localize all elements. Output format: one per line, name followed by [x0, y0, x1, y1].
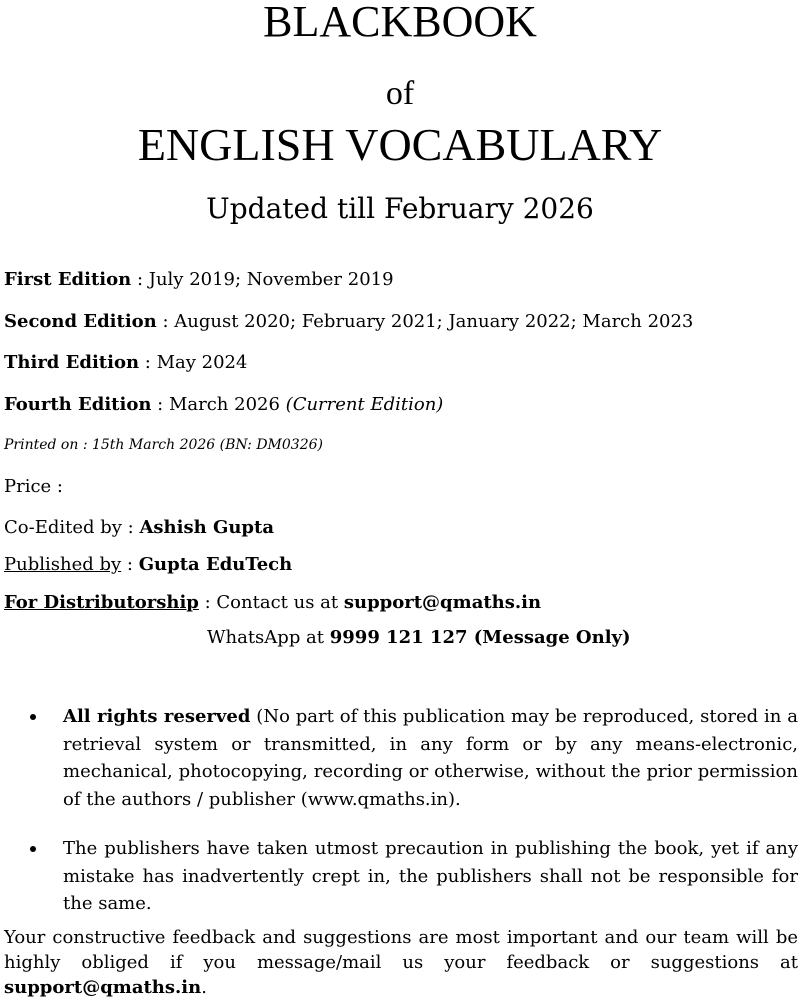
whatsapp-line — [207, 627, 800, 649]
edition-first — [4, 269, 800, 291]
edition-label: Fourth Edition — [4, 394, 152, 415]
edition-note: (Current Edition) — [285, 394, 444, 415]
edition-sep: : — [151, 394, 169, 415]
book-title-line1: BLACKBOOK — [263, 0, 537, 46]
edition-value: July 2019; November 2019 — [148, 269, 394, 290]
contact-email[interactable]: support@qmaths.in — [343, 592, 542, 613]
published-sep: : — [121, 554, 139, 575]
edition-second — [4, 311, 800, 333]
edition-label: Second Edition — [4, 311, 157, 332]
book-title-line2: of — [385, 75, 415, 112]
bullet-icon — [30, 846, 36, 852]
feedback-end: . — [201, 977, 207, 998]
whatsapp-value: 9999 121 127 (Message Only) — [329, 627, 631, 648]
disclaimer-text: The publishers have taken utmost precaution in publishing the book, yet if any mistake has inadvertently crept in, the publishers shall not be responsible for the same. — [63, 838, 798, 914]
coedited-by — [4, 517, 800, 539]
contact-prefix: Contact us at — [216, 592, 344, 613]
edition-value: May 2024 — [156, 352, 248, 373]
edition-label: First Edition — [4, 269, 132, 290]
printed-on: Printed on : 15th March 2026 (BN: DM0326) — [4, 437, 323, 453]
feedback-text: Your constructive feedback and suggestions are most important and our team will be highly obliged if you message/mail us your feedback or suggestions at — [4, 927, 798, 973]
coedited-value: Ashish Gupta — [139, 517, 274, 538]
feedback-note — [4, 925, 798, 1000]
published-value: Gupta EduTech — [138, 554, 293, 575]
edition-sep: : — [139, 352, 157, 373]
edition-value: August 2020; February 2021; January 2022; March 2023 — [174, 311, 694, 332]
notice-list — [30, 703, 798, 940]
price-label: Price : — [4, 476, 63, 497]
feedback-email[interactable]: support@qmaths.in — [4, 977, 202, 998]
distributorship-label: For Distributorship — [4, 592, 199, 613]
rights-heading: All rights reserved — [63, 706, 251, 727]
book-title-line3: ENGLISH VOCABULARY — [137, 119, 663, 170]
distributorship — [4, 592, 800, 614]
distributorship-sep: : — [198, 592, 217, 613]
whatsapp-prefix: WhatsApp at — [207, 627, 330, 648]
edition-fourth — [4, 394, 800, 416]
edition-sep: : — [131, 269, 149, 290]
edition-value: March 2026 — [168, 394, 280, 415]
bullet-icon — [30, 714, 36, 720]
edition-label: Third Edition — [4, 352, 140, 373]
published-label: Published by — [4, 554, 122, 575]
rights-text: (No part of this publication may be reproduced, stored in a retrieval system or transmitted, in any form or by any means-electronic, mechanical, photocopying, recording or otherwise, without the prior permission of the authors / publisher (www.qmaths.in). — [63, 706, 799, 810]
edition-third — [4, 352, 800, 374]
coedited-label: Co-Edited by : — [4, 517, 140, 538]
updated-note: Updated till February 2026 — [206, 192, 594, 225]
edition-sep: : — [156, 311, 175, 332]
list-item — [30, 703, 798, 813]
list-item — [30, 835, 798, 918]
published-by — [4, 554, 800, 576]
